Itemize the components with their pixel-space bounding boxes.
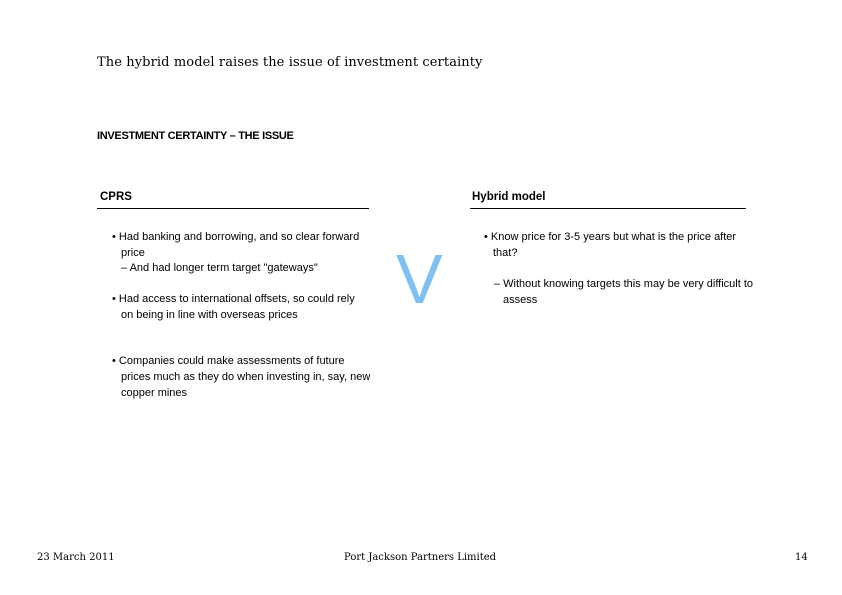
footer-page-number: 14	[795, 552, 808, 563]
right-column-rule	[470, 208, 746, 209]
slide-title: The hybrid model raises the issue of investment certainty	[97, 55, 483, 70]
right-bullet-1: • Know price for 3-5 years but what is the price after that?	[484, 231, 737, 259]
left-column-heading: CPRS	[100, 191, 132, 203]
footer-company: Port Jackson Partners Limited	[344, 552, 497, 563]
left-bullet-2: • Had access to international offsets, so could rely on being in line with overseas prices	[112, 293, 355, 321]
left-bullet-3: • Companies could make assessments of future prices much as they do when investing in, say, new copper mines	[112, 355, 371, 399]
right-column-heading: Hybrid model	[472, 191, 546, 203]
right-sub-point: – Without knowing targets this may be very difficult to assess	[494, 278, 754, 306]
left-bullet-1: • Had banking and borrowing, and so clear forward price	[112, 231, 360, 259]
left-column-rule	[97, 208, 369, 209]
versus-symbol: V	[396, 240, 443, 318]
footer-date: 23 March 2011	[37, 552, 115, 563]
left-sub-point: – And had longer term target "gateways"	[121, 262, 318, 274]
section-heading: INVESTMENT CERTAINTY – THE ISSUE	[97, 130, 294, 142]
